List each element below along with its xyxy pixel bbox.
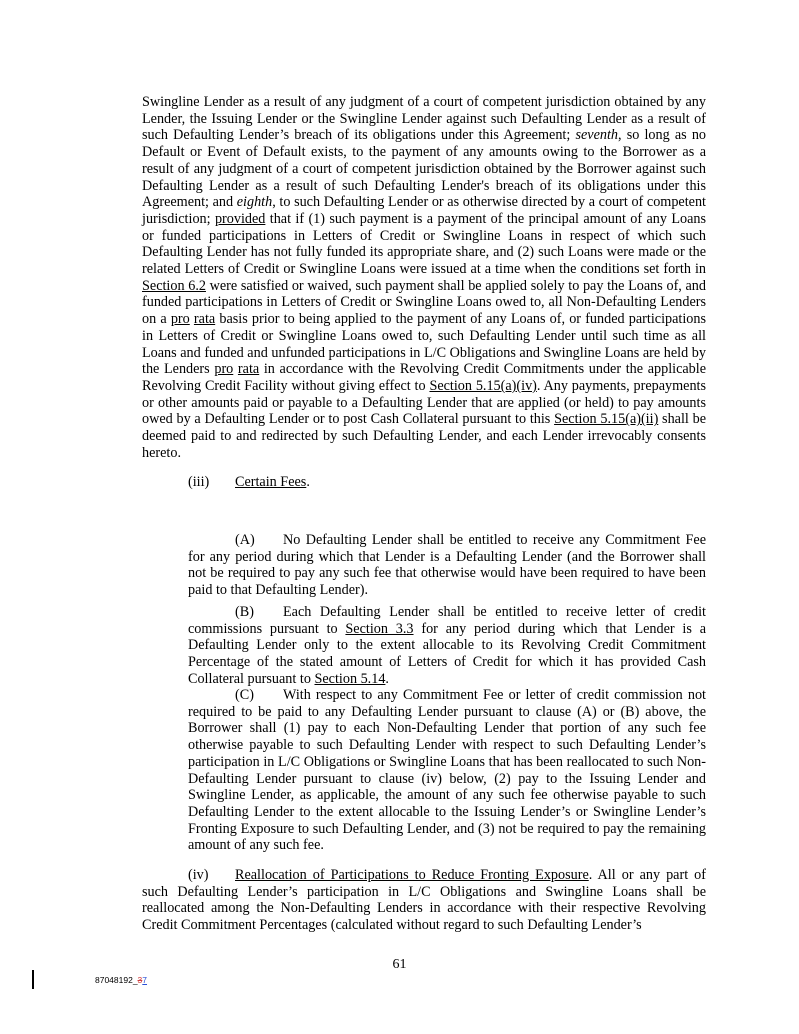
section-reference: Section 3.3 xyxy=(345,620,414,637)
subclause-c xyxy=(188,687,706,854)
clause-number: (iii) xyxy=(188,474,210,490)
subclause-number: (B) xyxy=(235,604,254,620)
text-run: . xyxy=(385,670,389,687)
text-run: that if (1) such payment is a payment of the principal amount of any Loans or funded participations in Letters of Credit or Swingline Loans in respect of which such Defaulting Lender has not fully funded its appropriate share, and (2) such Loans were made or the related Letters of Credit or Swingline Loans were issued at a time when the conditions set forth in xyxy=(142,210,707,278)
section-reference: Section 5.15(a)(iv) xyxy=(429,377,537,394)
italic-term-eighth: eighth xyxy=(236,194,273,211)
subclause-number: (A) xyxy=(235,532,255,548)
clause-title: Reallocation of Participations to Reduce Fronting Exposure xyxy=(235,867,589,883)
subclause-number: (C) xyxy=(235,687,254,703)
text-run: . All or any part of such Defaulting Lender’s participation in L/C Obligations and Swingline Loans shall be reallocated among the Non-Defaulting Lenders in accordance with their respective Revolving Credit Commitment Percentages (calculated without regard to such Defaulting Lender’s xyxy=(142,867,706,934)
text-run: Each Defaulting Lender shall be entitled to receive letter of credit commissions pursuant to xyxy=(188,604,706,637)
text-run: With respect to any Commitment Fee or letter of credit commission not required to be paid to any Defaulting Lender pursuant to clause (A) or (B) above, the Borrower shall (1) pay to each Non-Defaulting Lender that portion of any such fee otherwise payable to such Defaulting Lender with respect to such Defaulting Lender’s participation in L/C Obligations or Swingline Loans that has been reallocated to such Non-Defaulting Lender pursuant to clause (iv) below, (2) pay to the Issuing Lender and Swingline Lender, as applicable, the amount of any such fee otherwise payable to such Defaulting Lender to the extent allocable to the Issuing Lender’s or Swingline Lender’s Fronting Exposure to such Defaulting Lender, and (3) not be required to pay the remaining amount of any such fee. xyxy=(188,687,706,854)
section-reference: Section 5.15(a)(ii) xyxy=(554,411,659,428)
text-run: No Defaulting Lender shall be entitled to receive any Commitment Fee for any period during which that Lender is a Defaulting Lender (and the Borrower shall not be required to pay any such fee that otherwise would have been required to have been paid to that Defaulting Lender). xyxy=(188,532,706,599)
text-run: , so long as no Default or Event of Default exists, to the payment of any amounts owing to the Borrower as a result of any judgment of a court of competent jurisdiction obtained by the Borrower against such Defaulting Lender as a result of such Defaulting Lender's breach of its obligations under this Agreement; and xyxy=(142,127,707,211)
text-run: . Any payments, prepayments or other amounts paid or payable to a Defaulting Lender that are applied (or held) to pay amounts owed by a Defaulting Lender or to post Cash Collateral pursuant to this xyxy=(142,377,706,428)
italic-term-seventh: seventh xyxy=(575,127,618,144)
page-number: 61 xyxy=(392,957,407,972)
subclause-a xyxy=(188,532,706,599)
text-run: Swingline Lender as a result of any judgment of a court of competent jurisdiction obtained by any Lender, the Issuing Lender or the Swingline Lender against such Defaulting Lender as a result of such Defaulting Lender’s breach of its obligations under this Agreement; xyxy=(142,94,706,144)
section-reference: Section 5.14 xyxy=(314,670,386,687)
revision-inserted-text: 7 xyxy=(142,975,148,985)
text-run: in accordance with the Revolving Credit Commitments under the applicable Revolving Credit Facility without giving effect to xyxy=(142,361,706,394)
text-run: , to such Defaulting Lender or as otherwise directed by a court of competent jurisdiction; xyxy=(142,194,706,227)
underlined-term-rata: rata xyxy=(237,361,260,378)
underlined-term-provided: provided xyxy=(214,210,266,227)
underlined-term-rata: rata xyxy=(193,311,216,328)
underlined-term-pro: pro xyxy=(214,361,234,378)
text-run: basis prior to being applied to the payment of any Loans of, or funded participations in Letters of Credit or Swingline Loans owed to, such Defaulting Lender until such time as all Loans and funded and unfunded participations in L/C Obligations and Swingline Loans are held by the Lenders xyxy=(142,311,706,378)
revision-deleted-text: 3 xyxy=(137,975,143,985)
clause-iii-heading xyxy=(188,474,706,491)
text-run: . xyxy=(306,474,310,490)
text-run: were satisfied or waived, such payment shall be applied solely to pay the Loans of, and funded participations in Letters of Credit or Swingline Loans owed to, all Non-Defaulting Lenders on a xyxy=(142,277,706,328)
document-id: 87048192_ xyxy=(95,975,138,985)
text-run: for any period during which that Lender is a Defaulting Lender only to the extent allocable to its Revolving Credit Commitment Percentage of the stated amount of Letters of Credit for which it has provided Cash Collateral pursuant to xyxy=(188,620,706,687)
subclause-b xyxy=(188,604,706,688)
underlined-term-pro: pro xyxy=(170,311,190,328)
clause-number: (iv) xyxy=(188,867,209,883)
revision-change-bar xyxy=(32,970,34,989)
clause-iv xyxy=(142,867,706,934)
section-reference: Section 6.2 xyxy=(142,277,206,294)
document-id-footer xyxy=(95,975,147,985)
paragraph-continuation xyxy=(142,94,706,461)
text-run: shall be deemed paid to and redirected by such Defaulting Lender, and each Lender irrevocably consents hereto. xyxy=(142,411,706,461)
clause-title: Certain Fees xyxy=(235,474,307,490)
